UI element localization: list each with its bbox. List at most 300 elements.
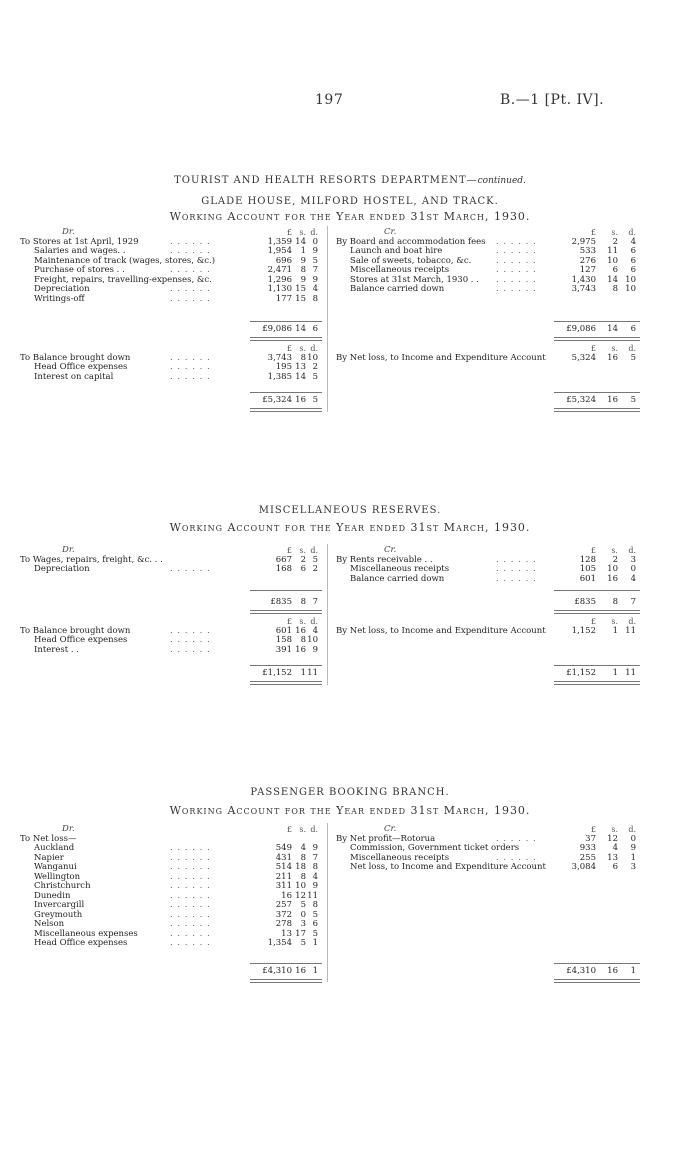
leader-dots: . . . . . . bbox=[496, 554, 537, 565]
credit-b2-total bbox=[336, 669, 640, 679]
leader-dots: . . . . . . bbox=[170, 900, 211, 910]
entry-label: Dunedin bbox=[34, 890, 71, 901]
amount-shillings: s. bbox=[299, 825, 306, 834]
debit-total bbox=[20, 598, 322, 608]
entry-label: Interest . . bbox=[34, 644, 79, 655]
amount-pence: 4 bbox=[312, 625, 318, 636]
amount-pounds: £ bbox=[286, 228, 292, 237]
credit-entries bbox=[336, 238, 640, 295]
entry-label: By Net profit—Rotorua bbox=[336, 833, 436, 844]
ledger-row bbox=[20, 565, 322, 575]
amount-pounds: £9,086 bbox=[262, 324, 292, 334]
debit-b2-total-rule bbox=[250, 665, 322, 666]
total-row bbox=[20, 967, 322, 977]
ledger-row bbox=[20, 373, 322, 383]
credit-label: Cr. bbox=[384, 545, 397, 555]
entry-label: Head Office expenses bbox=[34, 635, 128, 645]
amount-shillings: 15 bbox=[295, 284, 306, 294]
leader-dots: . . . . . . bbox=[170, 890, 211, 901]
amount-shillings: 13 bbox=[295, 362, 306, 372]
credit-b2-total bbox=[336, 396, 640, 406]
amount-pence: 0 bbox=[630, 564, 636, 574]
amount-pounds: 127 bbox=[579, 265, 596, 275]
amount-pence: 9 bbox=[312, 881, 318, 891]
amount-pounds: 311 bbox=[275, 881, 292, 891]
amount-shillings: 14 bbox=[607, 274, 618, 285]
leader-dots: . . . . . . bbox=[496, 284, 537, 294]
amount-shillings: 16 bbox=[607, 395, 618, 405]
leader-dots: . . . . . . bbox=[496, 246, 537, 256]
amount-shillings: s. bbox=[299, 228, 306, 237]
ledger-row bbox=[20, 939, 322, 949]
entry-label: To Stores at 1st April, 1929 bbox=[20, 236, 139, 247]
amount-shillings: 16 bbox=[295, 966, 306, 976]
amount-pounds: 1,385 bbox=[267, 371, 292, 382]
leader-dots: . . . . . . bbox=[170, 843, 211, 853]
credit-b2-total-double-rule bbox=[554, 681, 640, 685]
leader-dots: . . . . . . bbox=[170, 352, 211, 363]
amount-shillings: 16 bbox=[295, 625, 306, 636]
amount-shillings: 17 bbox=[295, 928, 306, 939]
leader-dots: . . . . . . bbox=[496, 852, 537, 863]
entry-label: Stores at 31st March, 1930 . . bbox=[350, 274, 479, 285]
amount-pounds: 1,152 bbox=[571, 625, 596, 636]
amount-shillings: 10 bbox=[607, 255, 618, 266]
amount-pounds: £1,152 bbox=[262, 668, 292, 678]
amount-pounds: 195 bbox=[275, 362, 292, 372]
debit-b2-entries bbox=[20, 627, 322, 656]
amount-pence: 1 bbox=[630, 852, 636, 863]
amount-pounds: £4,310 bbox=[262, 966, 292, 976]
amount-shillings: 4 bbox=[612, 843, 618, 853]
entry-label: Balance carried down bbox=[350, 284, 445, 294]
amount-pence: 11 bbox=[625, 625, 636, 636]
credit-total-rule bbox=[554, 590, 640, 591]
credit-total bbox=[336, 967, 640, 977]
leader-dots: . . . . . . bbox=[170, 909, 211, 920]
amount-pence: 4 bbox=[312, 871, 318, 882]
leader-dots: . . . . . . bbox=[496, 564, 537, 574]
leader-dots: . . . . . . bbox=[496, 255, 537, 266]
leader-dots: . . . . . . bbox=[496, 573, 537, 584]
amount-shillings: 1 bbox=[300, 246, 306, 256]
total-row bbox=[336, 396, 640, 406]
section-subtitle: Working Account for the Year ended 31st March, 1930. bbox=[169, 210, 531, 223]
amount-shillings: 18 bbox=[295, 862, 306, 872]
amount-pence: 6 bbox=[630, 265, 636, 275]
amount-pounds: 533 bbox=[579, 246, 596, 256]
amount-pence: 7 bbox=[630, 597, 636, 607]
credit-total bbox=[336, 325, 640, 335]
amount-pence: 6 bbox=[312, 919, 318, 929]
entry-label: Launch and boat hire bbox=[350, 246, 443, 256]
amount-pounds: 514 bbox=[275, 862, 292, 872]
entry-label: Napier bbox=[34, 852, 64, 863]
amount-pounds: 1,430 bbox=[571, 274, 596, 285]
amount-pence: 7 bbox=[312, 597, 318, 607]
entry-label: Wanganui bbox=[34, 862, 77, 872]
amount-shillings: 11 bbox=[607, 246, 618, 256]
amount-shillings: s. bbox=[299, 344, 306, 353]
amount-pounds: 105 bbox=[579, 564, 596, 574]
leader-dots: . . . . . . bbox=[170, 635, 211, 645]
entry-label: Head Office expenses bbox=[34, 362, 128, 372]
amount-pounds: 37 bbox=[585, 833, 596, 844]
amount-shillings: 14 bbox=[295, 371, 306, 382]
entry-label: To Balance brought down bbox=[20, 625, 131, 636]
debit-total bbox=[20, 967, 322, 977]
amount-pounds: 933 bbox=[579, 843, 596, 853]
amount-pence: 7 bbox=[312, 265, 318, 275]
credit-b2-entries bbox=[336, 627, 640, 637]
amount-shillings: 16 bbox=[295, 395, 306, 405]
leader-dots: . . . . . . bbox=[170, 644, 211, 655]
leader-dots: . . . . . . bbox=[170, 284, 211, 294]
ledger-row bbox=[20, 646, 322, 656]
amount-pounds: £835 bbox=[574, 597, 596, 607]
amount-shillings: 8 bbox=[300, 352, 306, 363]
credit-entries bbox=[336, 835, 640, 873]
leader-dots: . . . . . . bbox=[170, 852, 211, 863]
credit-b2-total-rule bbox=[554, 392, 640, 393]
leader-dots: . . . . . . bbox=[170, 928, 211, 939]
department-title-text: TOURIST AND HEALTH RESORTS DEPARTMENT— bbox=[174, 175, 478, 186]
amount-shillings: 1 bbox=[612, 625, 618, 636]
amount-pence: 5 bbox=[312, 255, 318, 266]
leader-dots: . . . . . . bbox=[170, 236, 211, 247]
debit-label: Dr. bbox=[62, 227, 75, 237]
leader-dots: . . . . . . bbox=[170, 564, 211, 574]
amount-pounds: £ bbox=[286, 344, 292, 353]
amount-pounds: 13 bbox=[281, 928, 292, 939]
amount-pence: 7 bbox=[312, 852, 318, 863]
debit-b2-total bbox=[20, 396, 322, 406]
debit-label: Dr. bbox=[62, 824, 75, 834]
amount-pence: 1 bbox=[630, 966, 636, 976]
amount-pounds: 601 bbox=[275, 625, 292, 636]
amount-shillings: s. bbox=[611, 617, 618, 626]
entry-label: Interest on capital bbox=[34, 371, 114, 382]
amount-shillings: 5 bbox=[300, 938, 306, 948]
debit-label: Dr. bbox=[62, 545, 75, 555]
amount-pence: 8 bbox=[312, 862, 318, 872]
amount-shillings: 14 bbox=[295, 236, 306, 247]
amount-pounds: 177 bbox=[275, 293, 292, 304]
leader-dots: . . . . . . bbox=[170, 246, 211, 256]
amount-pence: 10 bbox=[307, 635, 318, 645]
leader-dots: . . . . . . bbox=[496, 265, 537, 275]
amount-shillings: 15 bbox=[295, 293, 306, 304]
amount-shillings: 5 bbox=[300, 900, 306, 910]
amount-pence: 5 bbox=[312, 395, 318, 405]
ledger-row bbox=[336, 285, 640, 295]
entry-label: Depreciation bbox=[34, 564, 90, 574]
amount-shillings: 12 bbox=[607, 833, 618, 844]
amount-shillings: 1 bbox=[612, 668, 618, 678]
amount-pence: 5 bbox=[630, 395, 636, 405]
debit-b2-total-double-rule bbox=[250, 408, 322, 412]
amount-shillings: 1 bbox=[300, 668, 306, 678]
amount-pence: 5 bbox=[630, 352, 636, 363]
amount-pounds: 696 bbox=[275, 255, 292, 266]
leader-dots: . . . . . . bbox=[170, 881, 211, 891]
entry-label: By Net loss, to Income and Expenditure Account bbox=[336, 352, 546, 363]
amount-shillings: s. bbox=[611, 825, 618, 834]
amount-pence: 1 bbox=[312, 966, 318, 976]
amount-pounds: £5,324 bbox=[262, 395, 292, 405]
amount-pence: 6 bbox=[630, 255, 636, 266]
entry-label: To Wages, repairs, freight, &c. . . bbox=[20, 554, 163, 565]
amount-pence: 4 bbox=[630, 236, 636, 247]
amount-shillings: 2 bbox=[612, 236, 618, 247]
amount-shillings: 8 bbox=[300, 871, 306, 882]
amount-pounds: 549 bbox=[275, 843, 292, 853]
entry-label: To Balance brought down bbox=[20, 352, 131, 363]
leader-dots: . . . . . . bbox=[170, 862, 211, 872]
leader-dots: . . . . . . bbox=[496, 236, 537, 247]
amount-shillings: 8 bbox=[300, 597, 306, 607]
entry-label: Maintenance of track (wages, stores, &c.) bbox=[34, 255, 216, 266]
amount-pounds: 1,130 bbox=[267, 284, 292, 294]
amount-pounds: 391 bbox=[275, 644, 292, 655]
entry-label: Purchase of stores . . bbox=[34, 265, 125, 275]
amount-shillings: 6 bbox=[612, 862, 618, 872]
credit-total-double-rule bbox=[554, 610, 640, 614]
ledger-row bbox=[336, 863, 640, 873]
ledger-row bbox=[336, 627, 640, 637]
page-number: 197 bbox=[315, 92, 344, 108]
amount-shillings: 0 bbox=[300, 909, 306, 920]
amount-pence: 10 bbox=[625, 284, 636, 294]
amount-pence: 8 bbox=[312, 900, 318, 910]
entry-label: Wellington bbox=[34, 871, 81, 882]
amount-shillings: 13 bbox=[607, 852, 618, 863]
total-row bbox=[20, 669, 322, 679]
ledger-row bbox=[336, 575, 640, 585]
amount-pence: 5 bbox=[312, 928, 318, 939]
amount-pence: d. bbox=[628, 228, 636, 237]
amount-pounds: 276 bbox=[579, 255, 596, 266]
amount-shillings: 9 bbox=[300, 274, 306, 285]
amount-pounds: £ bbox=[286, 617, 292, 626]
amount-shillings: 2 bbox=[612, 554, 618, 565]
ledger-row bbox=[20, 295, 322, 305]
entry-label: Auckland bbox=[34, 843, 75, 853]
total-row bbox=[20, 396, 322, 406]
amount-shillings: 10 bbox=[295, 881, 306, 891]
total-row bbox=[20, 598, 322, 608]
credit-b2-total-rule bbox=[554, 665, 640, 666]
amount-pence: 5 bbox=[312, 371, 318, 382]
debit-total-double-rule bbox=[250, 610, 322, 614]
credit-total-rule bbox=[554, 963, 640, 964]
debit-total-double-rule bbox=[250, 979, 322, 983]
amount-shillings: s. bbox=[611, 228, 618, 237]
amount-pounds: £5,324 bbox=[566, 395, 596, 405]
amount-shillings: 4 bbox=[300, 843, 306, 853]
amount-pounds: 1,954 bbox=[267, 246, 292, 256]
ledger-row bbox=[336, 354, 640, 364]
department-continued: continued. bbox=[477, 176, 526, 186]
amount-pounds: 128 bbox=[579, 554, 596, 565]
entry-label: Nelson bbox=[34, 919, 65, 929]
section-title: GLADE HOUSE, MILFORD HOSTEL, AND TRACK. bbox=[201, 196, 499, 207]
credit-b2-total-double-rule bbox=[554, 408, 640, 412]
entry-label: Miscellaneous receipts bbox=[350, 265, 450, 275]
amount-pounds: 211 bbox=[275, 871, 292, 882]
amount-pounds: 3,084 bbox=[571, 862, 596, 872]
leader-dots: . . . . . . bbox=[170, 362, 211, 372]
amount-pence: 3 bbox=[630, 862, 636, 872]
amount-shillings: 14 bbox=[607, 324, 618, 334]
amount-shillings: 10 bbox=[607, 564, 618, 574]
debit-heading: To Net loss— bbox=[20, 833, 77, 844]
amount-pounds: 5,324 bbox=[571, 352, 596, 363]
entry-label: Commission, Government ticket orders bbox=[350, 843, 520, 853]
amount-pence: d. bbox=[628, 344, 636, 353]
amount-pounds: 431 bbox=[275, 852, 292, 863]
amount-pounds: 2,471 bbox=[267, 265, 292, 275]
department-title bbox=[0, 175, 700, 186]
section-title: PASSENGER BOOKING BRANCH. bbox=[250, 787, 450, 798]
amount-pence: d. bbox=[310, 344, 318, 353]
entry-label: Sale of sweets, tobacco, &c. bbox=[350, 255, 472, 266]
credit-b2-entries bbox=[336, 354, 640, 364]
amount-pence: 9 bbox=[630, 843, 636, 853]
amount-shillings: 8 bbox=[300, 852, 306, 863]
amount-pence: d. bbox=[628, 546, 636, 555]
amount-pence: 11 bbox=[307, 890, 318, 901]
debit-b2-total-rule bbox=[250, 392, 322, 393]
amount-shillings: 8 bbox=[612, 284, 618, 294]
amount-shillings: 6 bbox=[612, 265, 618, 275]
debit-b2-total bbox=[20, 669, 322, 679]
total-row bbox=[336, 669, 640, 679]
amount-pounds: 3,743 bbox=[267, 352, 292, 363]
entry-label: Christchurch bbox=[34, 881, 91, 891]
amount-pounds: 3,743 bbox=[571, 284, 596, 294]
entry-label: By Rents receivable . . bbox=[336, 554, 433, 565]
amount-pence: 9 bbox=[312, 843, 318, 853]
amount-shillings: 16 bbox=[607, 352, 618, 363]
amount-pence: 11 bbox=[625, 668, 636, 678]
amount-pence: 3 bbox=[630, 554, 636, 565]
amount-shillings: s. bbox=[299, 617, 306, 626]
amount-pounds: 257 bbox=[275, 900, 292, 910]
section-subtitle: Working Account for the Year ended 31st March, 1930. bbox=[169, 521, 531, 534]
total-row bbox=[336, 598, 640, 608]
amount-shillings: s. bbox=[611, 344, 618, 353]
amount-pence: 4 bbox=[630, 573, 636, 584]
amount-pence: d. bbox=[628, 825, 636, 834]
amount-pence: d. bbox=[310, 825, 318, 834]
amount-pounds: £ bbox=[590, 546, 596, 555]
amount-pence: 9 bbox=[312, 644, 318, 655]
amount-pence: 5 bbox=[312, 909, 318, 920]
debit-total-rule bbox=[250, 321, 322, 322]
credit-label: Cr. bbox=[384, 227, 397, 237]
amount-pounds: 1,359 bbox=[267, 236, 292, 247]
amount-pounds: 255 bbox=[579, 852, 596, 863]
debit-b2-total-double-rule bbox=[250, 681, 322, 685]
amount-pence: 10 bbox=[625, 274, 636, 285]
section-subtitle: Working Account for the Year ended 31st March, 1930. bbox=[169, 804, 531, 817]
entry-label: Miscellaneous receipts bbox=[350, 852, 450, 863]
leader-dots: . . . . . . bbox=[170, 871, 211, 882]
amount-pence: 9 bbox=[312, 246, 318, 256]
debit-total-rule bbox=[250, 590, 322, 591]
column-divider bbox=[327, 544, 328, 685]
total-row bbox=[336, 325, 640, 335]
amount-pounds: £1,152 bbox=[566, 668, 596, 678]
entry-label: By Board and accommodation fees bbox=[336, 236, 486, 247]
amount-shillings: s. bbox=[299, 546, 306, 555]
amount-pounds: 278 bbox=[275, 919, 292, 929]
credit-entries bbox=[336, 556, 640, 585]
document-reference: B.—1 [Pt. IV]. bbox=[500, 92, 605, 108]
amount-shillings: 14 bbox=[295, 324, 306, 334]
credit-total-rule bbox=[554, 321, 640, 322]
credit-label: Cr. bbox=[384, 824, 397, 834]
debit-entries bbox=[20, 238, 322, 305]
entry-label: Net loss, to Income and Expenditure Account bbox=[350, 862, 546, 872]
amount-pence: 1 bbox=[312, 938, 318, 948]
amount-pence: 8 bbox=[312, 293, 318, 304]
amount-pence: d. bbox=[310, 228, 318, 237]
debit-total-rule bbox=[250, 963, 322, 964]
column-divider bbox=[327, 823, 328, 982]
debit-entries bbox=[20, 556, 322, 575]
amount-pounds: 667 bbox=[275, 554, 292, 565]
credit-total-double-rule bbox=[554, 337, 640, 341]
amount-pounds: £ bbox=[590, 344, 596, 353]
amount-pounds: £835 bbox=[270, 597, 292, 607]
credit-total bbox=[336, 598, 640, 608]
entry-label: Salaries and wages. . bbox=[34, 246, 126, 256]
entry-label: Depreciation bbox=[34, 284, 90, 294]
leader-dots: . . . . . . bbox=[496, 833, 537, 844]
amount-pence: 4 bbox=[312, 284, 318, 294]
amount-shillings: 16 bbox=[295, 644, 306, 655]
amount-shillings: 8 bbox=[300, 265, 306, 275]
amount-pounds: 372 bbox=[275, 909, 292, 920]
amount-pence: 0 bbox=[312, 236, 318, 247]
entry-label: Balance carried down bbox=[350, 573, 445, 584]
amount-pounds: £9,086 bbox=[566, 324, 596, 334]
amount-shillings: s. bbox=[611, 546, 618, 555]
amount-pounds: £ bbox=[286, 825, 292, 834]
leader-dots: . . . . . . bbox=[170, 371, 211, 382]
amount-shillings: 8 bbox=[300, 635, 306, 645]
leader-dots: . . . . . . bbox=[170, 938, 211, 948]
amount-pence: 11 bbox=[307, 668, 318, 678]
amount-pence: 6 bbox=[312, 324, 318, 334]
leader-dots: . . . . . . bbox=[496, 274, 537, 285]
amount-pounds: 2,975 bbox=[571, 236, 596, 247]
amount-pounds: £4,310 bbox=[566, 966, 596, 976]
total-row bbox=[20, 325, 322, 335]
entry-label: Freight, repairs, travelling-expenses, &c. bbox=[34, 274, 212, 285]
entry-label: Miscellaneous receipts bbox=[350, 564, 450, 574]
debit-total-double-rule bbox=[250, 337, 322, 341]
entry-label: Greymouth bbox=[34, 909, 83, 920]
amount-pence: 2 bbox=[312, 564, 318, 574]
amount-shillings: 16 bbox=[607, 573, 618, 584]
leader-dots: . . . . . . bbox=[170, 293, 211, 304]
amount-pence: 2 bbox=[312, 362, 318, 372]
amount-pounds: 1,354 bbox=[267, 938, 292, 948]
debit-b2-entries bbox=[20, 354, 322, 383]
